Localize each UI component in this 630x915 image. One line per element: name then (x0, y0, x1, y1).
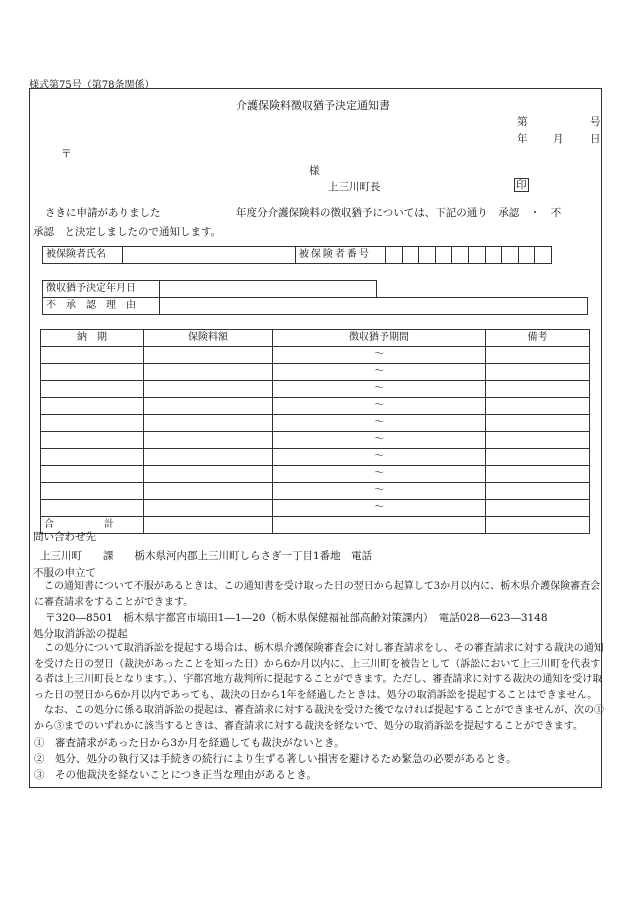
decision-date-blank (377, 281, 588, 298)
schedule-header-amount: 保険料額 (144, 330, 273, 347)
schedule-period-cell: ～ (273, 415, 486, 432)
decision-reason-value (160, 298, 588, 315)
date-nen: 年 (517, 133, 528, 145)
decision-table (42, 280, 588, 315)
schedule-row (41, 347, 590, 364)
intro-line1-b: 年度分介護保険料の徴収猶予については、下記の通り 承認 ・ 不 (236, 207, 562, 219)
schedule-cell (144, 415, 273, 432)
schedule-row (41, 500, 590, 517)
schedule-cell (144, 381, 273, 398)
schedule-header-period: 徴収猶予期間 (273, 330, 486, 347)
schedule-table (40, 329, 590, 534)
insured-number-box (469, 247, 486, 264)
schedule-cell (486, 466, 590, 483)
insured-number-box (419, 247, 436, 264)
seal-mark: 印 (516, 179, 527, 191)
schedule-period-cell: ～ (273, 347, 486, 364)
schedule-cell (486, 398, 590, 415)
form-number: 様式第75号（第78条関係） (29, 80, 155, 91)
decision-date-value (160, 281, 377, 298)
schedule-cell (486, 381, 590, 398)
insured-name-value (122, 247, 295, 264)
recipient-sama: 様 (309, 165, 320, 177)
schedule-period-cell: ～ (273, 483, 486, 500)
schedule-row (41, 398, 590, 415)
insured-number-box (535, 247, 552, 264)
schedule-cell (41, 398, 144, 415)
schedule-cell (41, 415, 144, 432)
schedule-cell (486, 415, 590, 432)
schedule-total-amount (144, 517, 273, 534)
schedule-row (41, 381, 590, 398)
schedule-row (41, 466, 590, 483)
lawsuit-item-1: ① 審査請求があった日から3か月を経過しても裁決がないとき。 (34, 737, 345, 749)
schedule-cell (486, 483, 590, 500)
schedule-period-cell: ～ (273, 364, 486, 381)
number-dai: 第 (517, 116, 528, 128)
lawsuit-paragraph-2: なお、この処分に係る取消訴訟の提起は、審査請求に対する裁決を受けた後でなければ提起することができませんが、次の①から③までのいずれかに該当するときは、審査請求に対する裁決を経ないで、処分の取消訴訟を提起することができます。 (34, 705, 604, 732)
number-go: 号 (590, 116, 601, 128)
insured-number-box (402, 247, 419, 264)
schedule-cell (486, 364, 590, 381)
schedule-cell (41, 381, 144, 398)
schedule-cell (144, 398, 273, 415)
schedule-cell (486, 500, 590, 517)
insured-number-box (435, 247, 452, 264)
insured-table (42, 246, 552, 264)
schedule-cell (41, 449, 144, 466)
date-tsuki: 月 (553, 133, 564, 145)
schedule-cell (144, 449, 273, 466)
schedule-row (41, 415, 590, 432)
schedule-cell (486, 347, 590, 364)
issuer-name: 上三川町長 (328, 181, 381, 193)
schedule-cell (41, 466, 144, 483)
lawsuit-item-2: ② 処分、処分の執行又は手続きの続行により生ずる著しい損害を避けるため緊急の必要があるとき。 (34, 753, 517, 765)
schedule-row (41, 432, 590, 449)
schedule-cell (486, 449, 590, 466)
schedule-total-label: 合 計 (41, 517, 144, 534)
schedule-row (41, 483, 590, 500)
appeal-heading: 不服の申立て (33, 567, 96, 579)
insured-number-box (386, 247, 403, 264)
schedule-row (41, 364, 590, 381)
schedule-cell (41, 364, 144, 381)
postal-mark: 〒 (61, 148, 72, 160)
schedule-period-cell: ～ (273, 500, 486, 517)
schedule-period-cell: ～ (273, 466, 486, 483)
schedule-cell (144, 483, 273, 500)
insured-number-box (518, 247, 535, 264)
schedule-cell (41, 432, 144, 449)
schedule-period-cell: ～ (273, 449, 486, 466)
lawsuit-paragraph-1: この処分について取消訴訟を提起する場合は、栃木県介護保険審査会に対し審査請求をし、その審査請求に対する裁決の通知を受けた日の翌日（裁決があったことを知った日）から6か月以内に、上三川町を被告として（訴訟において上三川町を代表する者は上三川町長となります。）、宇都宮地方裁判所に提起することができます。ただし、審査請求に対する裁決の通知を受け取った日の翌日から6か月以内であっても、裁決の日から1年を経過したときは、処分の取消訴訟を提起することはできません。 (34, 643, 604, 701)
insured-number-box (485, 247, 502, 264)
lawsuit-heading: 処分取消訴訟の提起 (33, 628, 128, 640)
schedule-period-cell: ～ (273, 432, 486, 449)
schedule-header-remarks: 備考 (486, 330, 590, 347)
insured-number-label: 被保険者番号 (295, 247, 385, 264)
insured-name-label: 被保険者氏名 (43, 247, 123, 264)
appeal-paragraph: この通知書について不服があるときは、この通知書を受け取った日の翌日から起算して3か月以内に、栃木県介護保険審査会に審査請求をすることができます。 (34, 581, 601, 608)
inquiry-line: 上三川町 課 栃木県河内郡上三川町しらさぎ一丁目1番地 電話 (40, 550, 373, 562)
insured-number-box (452, 247, 469, 264)
schedule-cell (41, 347, 144, 364)
schedule-total-remarks (486, 517, 590, 534)
schedule-period-cell: ～ (273, 398, 486, 415)
decision-reason-label: 不 承 認 理 由 (43, 298, 160, 315)
lawsuit-item-3: ③ その他裁決を経ないことにつき正当な理由があるとき。 (34, 769, 317, 781)
insured-number-box (502, 247, 519, 264)
schedule-cell (144, 432, 273, 449)
date-hi: 日 (590, 133, 601, 145)
schedule-cell (144, 466, 273, 483)
schedule-cell (144, 364, 273, 381)
schedule-cell (41, 500, 144, 517)
schedule-cell (41, 483, 144, 500)
schedule-total-period (273, 517, 486, 534)
inquiry-heading: 問い合わせ先 (33, 531, 96, 543)
appeal-address: 〒320―8501 栃木県宇都宮市塙田1―1―20（栃木県保健福祉部高齢対策課内） 電話028―623―3148 (45, 612, 548, 624)
decision-date-label: 徴収猶予決定年月日 (43, 281, 160, 298)
schedule-period-cell: ～ (273, 381, 486, 398)
schedule-cell (144, 500, 273, 517)
intro-line1-a: さきに申請がありました (45, 207, 161, 219)
schedule-header-nouki: 納 期 (41, 330, 144, 347)
schedule-row (41, 449, 590, 466)
document-title: 介護保険料徴収猶予決定通知書 (236, 99, 390, 112)
intro-line2: 承認 と決定しましたので通知します。 (33, 226, 222, 238)
schedule-cell (144, 347, 273, 364)
schedule-cell (486, 432, 590, 449)
